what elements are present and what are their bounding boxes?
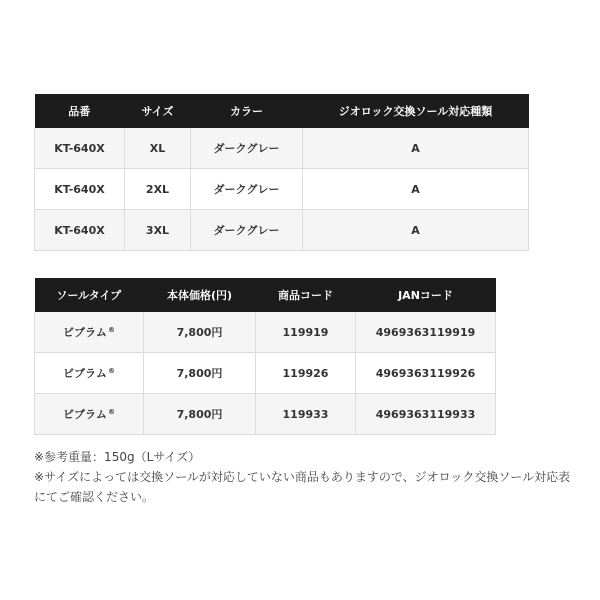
spec-table-pricing bbox=[34, 278, 496, 435]
header-product-number: 品番 bbox=[35, 94, 125, 128]
table-row bbox=[35, 312, 496, 353]
cell-size: 2XL bbox=[125, 169, 191, 210]
sole-type-label: ビブラム bbox=[63, 367, 107, 380]
cell-product-code: 119933 bbox=[256, 394, 356, 435]
table-row bbox=[35, 353, 496, 394]
table-header-row bbox=[35, 278, 496, 312]
table-row bbox=[35, 394, 496, 435]
cell-price: 7,800円 bbox=[144, 394, 256, 435]
cell-jan-code: 4969363119926 bbox=[356, 353, 496, 394]
cell-sole-type bbox=[35, 394, 144, 435]
note-sole-compatibility: ※サイズによっては交換ソールが対応していない商品もありますので、ジオロック交換ソール対応表にてご確認ください。 bbox=[34, 470, 571, 504]
table-row bbox=[35, 210, 529, 251]
header-sole-compatibility: ジオロック交換ソール対応種類 bbox=[303, 94, 529, 128]
cell-sole-compatibility: A bbox=[303, 169, 529, 210]
registered-mark: ® bbox=[107, 326, 115, 334]
cell-jan-code: 4969363119933 bbox=[356, 394, 496, 435]
cell-price: 7,800円 bbox=[144, 353, 256, 394]
cell-size: XL bbox=[125, 128, 191, 169]
header-jan-code: JANコード bbox=[356, 278, 496, 312]
cell-product-code: 119926 bbox=[256, 353, 356, 394]
notes bbox=[34, 447, 574, 507]
cell-color: ダークグレー bbox=[191, 210, 303, 251]
header-sole-type: ソールタイプ bbox=[35, 278, 144, 312]
cell-price: 7,800円 bbox=[144, 312, 256, 353]
registered-mark: ® bbox=[107, 367, 115, 375]
cell-sole-compatibility: A bbox=[303, 210, 529, 251]
cell-sole-type bbox=[35, 353, 144, 394]
header-price: 本体価格(円) bbox=[144, 278, 256, 312]
header-color: カラー bbox=[191, 94, 303, 128]
cell-sole-compatibility: A bbox=[303, 128, 529, 169]
cell-product-number: KT-640X bbox=[35, 169, 125, 210]
cell-product-code: 119919 bbox=[256, 312, 356, 353]
header-size: サイズ bbox=[125, 94, 191, 128]
cell-product-number: KT-640X bbox=[35, 210, 125, 251]
table-row bbox=[35, 128, 529, 169]
header-product-code: 商品コード bbox=[256, 278, 356, 312]
cell-color: ダークグレー bbox=[191, 169, 303, 210]
cell-jan-code: 4969363119919 bbox=[356, 312, 496, 353]
note-weight: ※参考重量：150g（Lサイズ） bbox=[34, 450, 201, 464]
table-row bbox=[35, 169, 529, 210]
sole-type-label: ビブラム bbox=[63, 326, 107, 339]
cell-sole-type bbox=[35, 312, 144, 353]
sole-type-label: ビブラム bbox=[63, 408, 107, 421]
table-header-row bbox=[35, 94, 529, 128]
cell-color: ダークグレー bbox=[191, 128, 303, 169]
spec-table-sizes bbox=[34, 94, 529, 251]
cell-product-number: KT-640X bbox=[35, 128, 125, 169]
registered-mark: ® bbox=[107, 408, 115, 416]
cell-size: 3XL bbox=[125, 210, 191, 251]
